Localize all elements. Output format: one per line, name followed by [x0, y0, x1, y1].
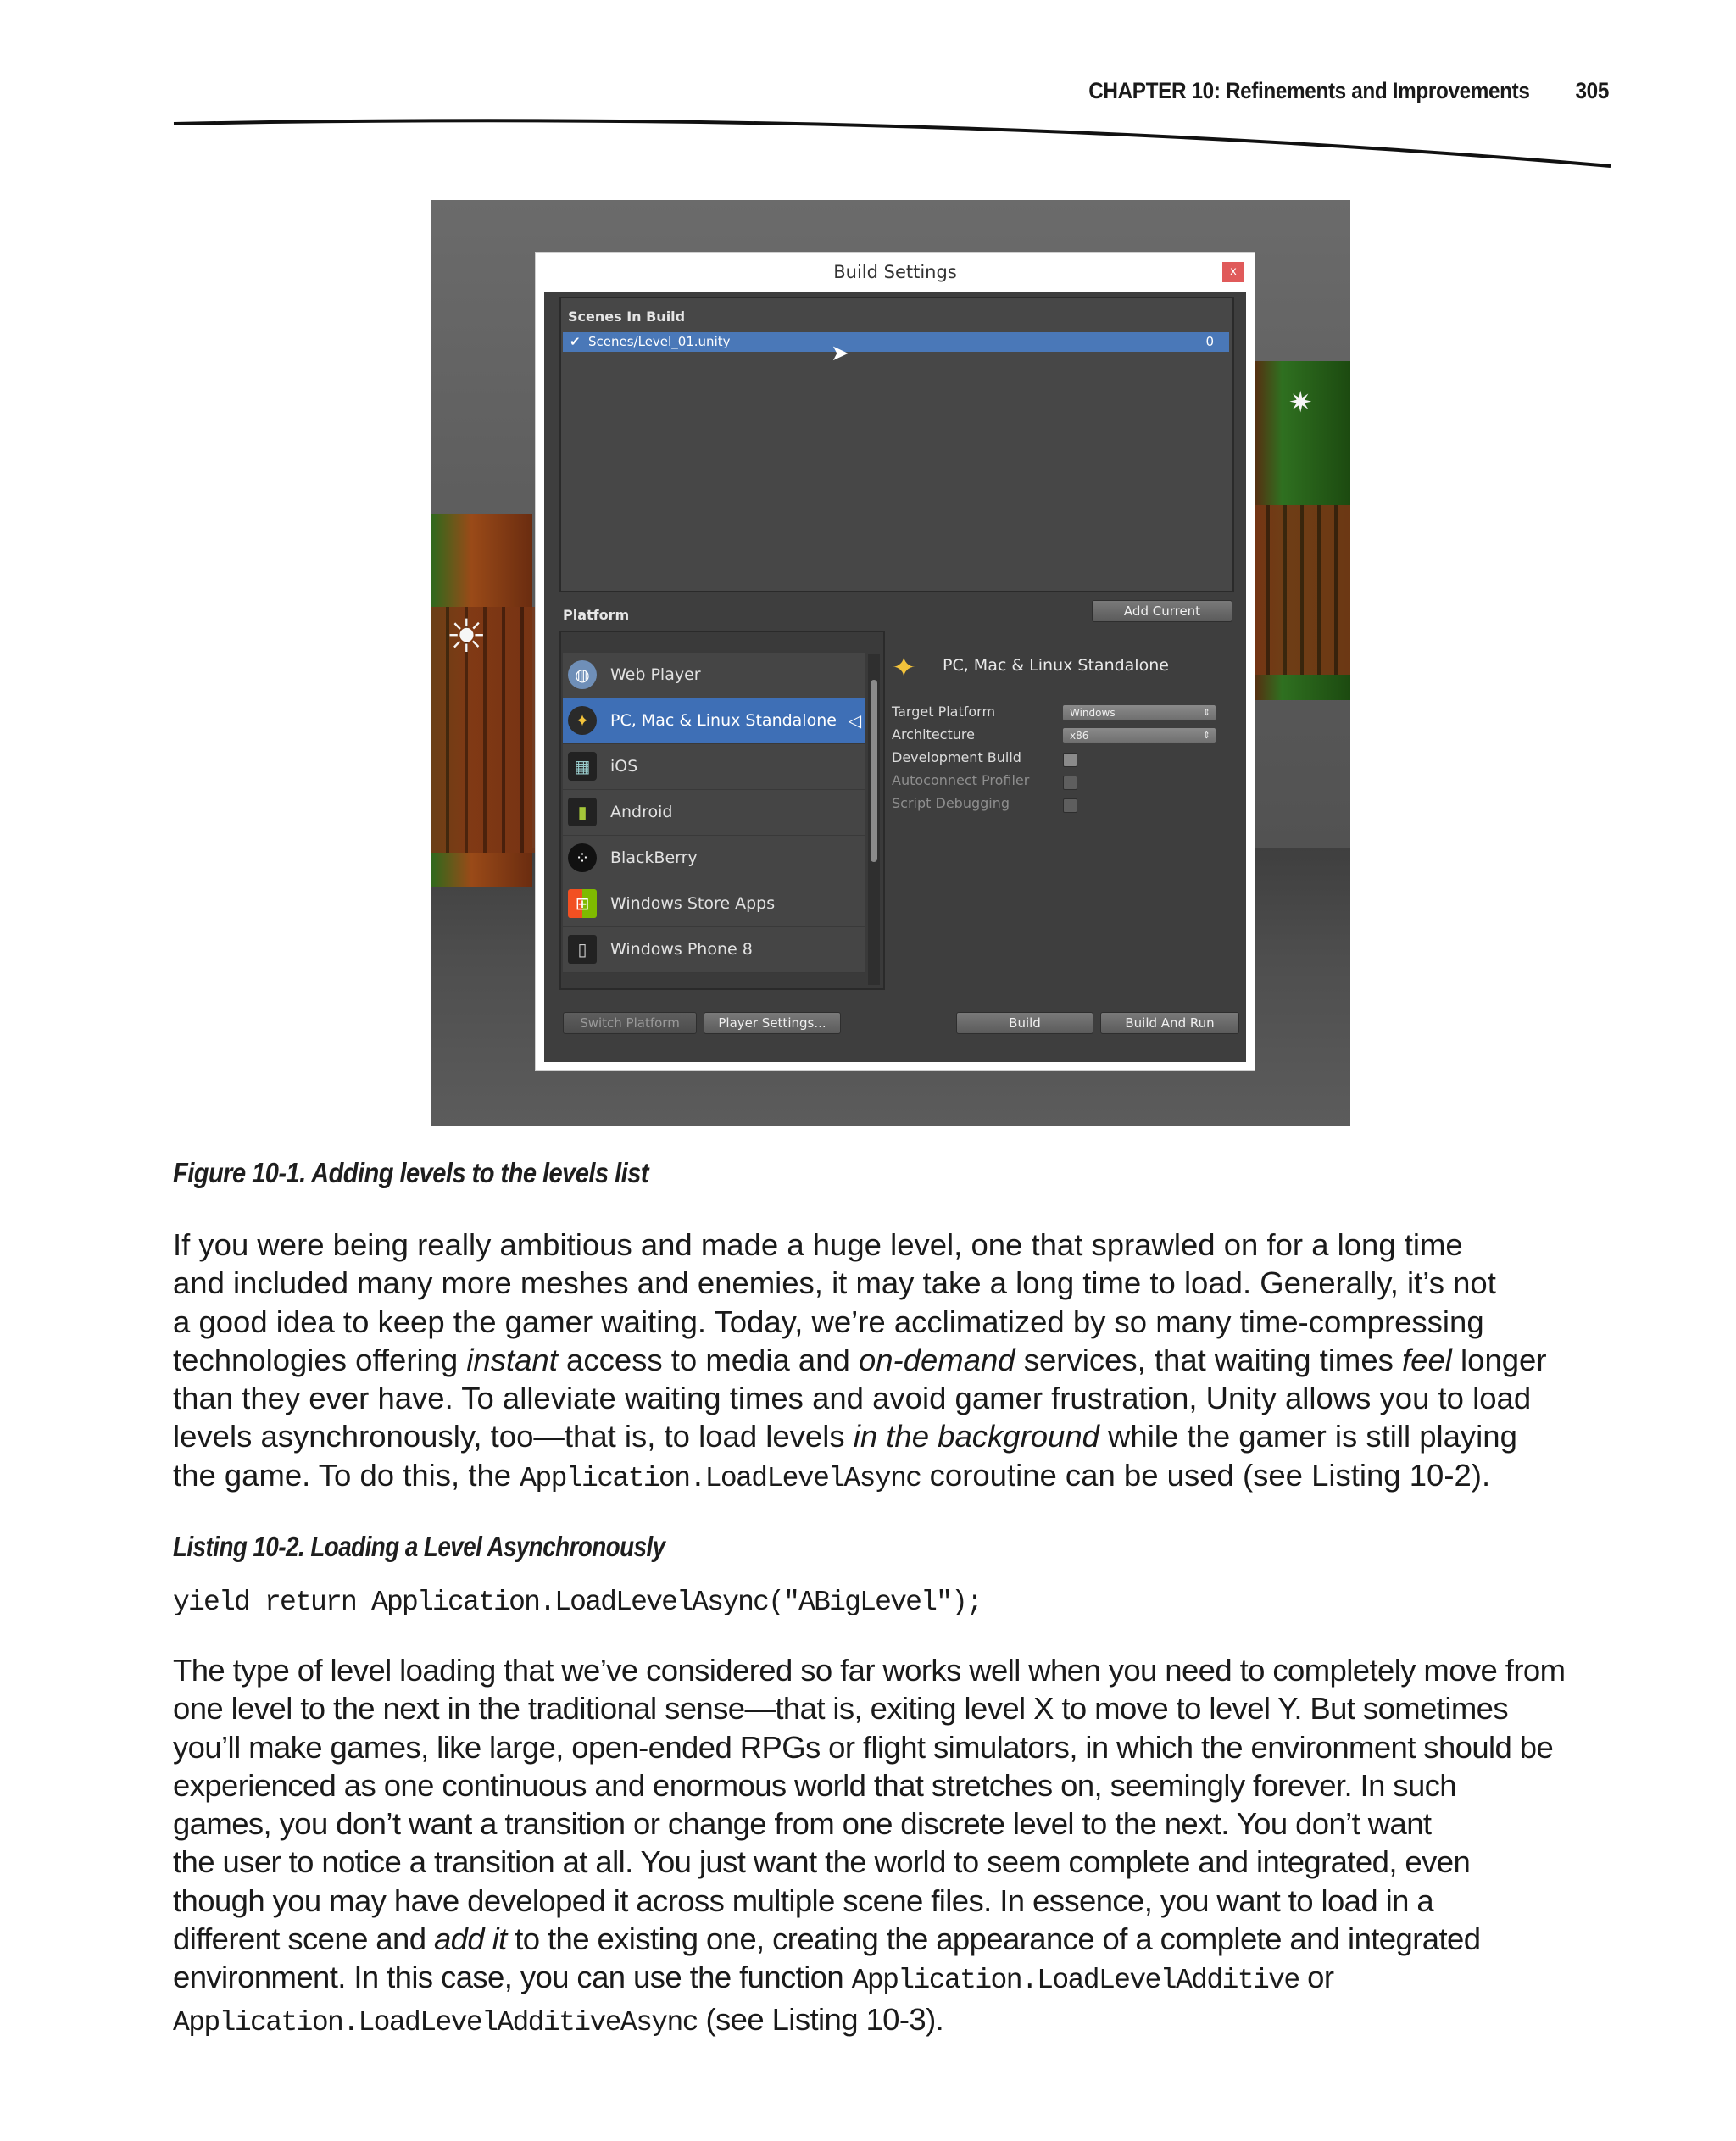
architecture-label: Architecture	[892, 726, 975, 742]
text-line: you’ll make games, like large, open-ended RPGs or flight simulators, in which the environment should be	[173, 1729, 1554, 1765]
selected-platform-title: PC, Mac & Linux Standalone	[943, 656, 1169, 675]
text-line: If you were being really ambitious and made a huge level, one that sprawled on for a long time	[173, 1227, 1463, 1262]
text-line: the user to notice a transition at all. You just want the world to seem complete and integrated, even	[173, 1844, 1471, 1880]
scenes-in-build-panel	[559, 297, 1234, 592]
platform-item-ios[interactable]	[563, 744, 865, 790]
figure-screenshot	[431, 200, 1350, 1126]
text-line	[173, 1417, 1622, 1455]
platform-label: Platform	[563, 607, 630, 623]
text-line: than they ever have. To alleviate waiting times and avoid gamer frustration, Unity allows you to load	[173, 1381, 1532, 1416]
header-rule	[0, 0, 1736, 186]
inline-code: Application.LoadLevelAdditiveAsync	[173, 2006, 698, 2038]
light-icon: ✷	[1288, 386, 1313, 419]
text-span: different scene and	[173, 1921, 434, 1957]
development-build-row	[892, 749, 1231, 771]
platform-item-web-player[interactable]	[563, 653, 865, 698]
text-span: to the existing one, creating the appearance of a complete and integrated	[506, 1921, 1481, 1957]
dropdown-arrow-icon: ⇕	[1202, 730, 1210, 741]
dialog-title: Build Settings	[833, 262, 957, 282]
text-span: longer	[1451, 1342, 1547, 1377]
autoconnect-profiler-checkbox[interactable]	[1063, 776, 1077, 790]
build-button[interactable]: Build	[956, 1012, 1093, 1034]
platform-item-label: Web Player	[610, 665, 701, 684]
build-and-run-button[interactable]: Build And Run	[1100, 1012, 1239, 1034]
mouse-cursor-icon: ➤	[831, 341, 849, 366]
scene-wall-right-fence	[1253, 505, 1350, 675]
close-button[interactable]: x	[1222, 262, 1244, 282]
text-line	[173, 1341, 1622, 1379]
checkbox-checked-icon[interactable]: ✔	[570, 334, 581, 349]
script-debugging-label: Script Debugging	[892, 795, 1010, 811]
windows-icon: ⊞	[568, 889, 597, 918]
emphasis: on-demand	[858, 1342, 1015, 1377]
autoconnect-profiler-label: Autoconnect Profiler	[892, 772, 1030, 788]
emphasis: add it	[433, 1921, 507, 1957]
player-settings-button[interactable]: Player Settings...	[704, 1012, 841, 1034]
platform-settings-panel	[892, 631, 1239, 885]
text-line	[173, 1456, 1622, 1498]
platform-item-label: Windows Store Apps	[610, 894, 776, 913]
platform-item-windows-store[interactable]	[563, 881, 865, 927]
platform-item-windows-phone[interactable]	[563, 927, 865, 973]
platform-item-blackberry[interactable]	[563, 836, 865, 881]
text-line: experienced as one continuous and enormous world that stretches on, seemingly forever. In such	[173, 1767, 1457, 1803]
emphasis: instant	[466, 1342, 558, 1377]
text-line: and included many more meshes and enemies, it may take a long time to load. Generally, it’s not	[173, 1265, 1496, 1301]
platform-item-label: PC, Mac & Linux Standalone	[610, 711, 837, 730]
text-span: or	[1299, 1960, 1334, 1995]
text-span: (see Listing 10-3).	[697, 2001, 944, 2037]
scene-list-item[interactable]	[563, 332, 1229, 352]
ios-device-icon: ▦	[568, 752, 597, 781]
text-span: environment. In this case, you can use the function	[173, 1960, 852, 1995]
text-line: though you may have developed it across multiple scene files. In essence, you want to load in a	[173, 1882, 1434, 1918]
platform-item-android[interactable]	[563, 790, 865, 836]
text-span: technologies offering	[173, 1342, 467, 1377]
platform-scrollbar[interactable]	[868, 654, 880, 985]
platform-item-label: Windows Phone 8	[610, 940, 753, 959]
platform-item-standalone[interactable]	[563, 698, 865, 744]
blackberry-icon: ⁘	[568, 843, 597, 872]
text-span: levels asynchronously, too—that is, to load levels	[173, 1419, 854, 1454]
figure-caption: Figure 10-1. Adding levels to the levels list	[173, 1157, 648, 1188]
unity-logo-icon: ◁	[848, 710, 861, 731]
text-line: games, you don’t want a transition or change from one discrete level to the next. You don’t want	[173, 1806, 1432, 1842]
target-platform-label: Target Platform	[892, 703, 996, 720]
platform-item-label: Android	[610, 803, 673, 821]
platform-item-label: BlackBerry	[610, 848, 698, 867]
text-span: the game. To do this, the	[173, 1457, 520, 1493]
dropdown-value: x86	[1070, 730, 1089, 742]
text-line	[173, 1958, 1622, 1999]
light-icon: ☀	[446, 611, 487, 662]
text-line: a good idea to keep the gamer waiting. Today, we’re acclimatized by so many time-compressing	[173, 1304, 1484, 1339]
text-line	[173, 2000, 1622, 2042]
chapter-title: CHAPTER 10: Refinements and Improvements	[1088, 78, 1530, 103]
inline-code: Application.LoadLevelAdditive	[851, 1965, 1299, 1997]
target-platform-dropdown[interactable]	[1063, 705, 1216, 720]
script-debugging-checkbox[interactable]	[1063, 798, 1077, 813]
scrollbar-thumb[interactable]	[871, 680, 877, 862]
scene-index: 0	[1205, 334, 1214, 349]
standalone-icon: ✦	[892, 651, 916, 685]
script-debugging-row	[892, 795, 1231, 817]
switch-platform-button[interactable]: Switch Platform	[563, 1012, 697, 1034]
text-span: while the gamer is still playing	[1099, 1419, 1517, 1454]
globe-icon: ◍	[568, 660, 597, 689]
development-build-checkbox[interactable]	[1063, 753, 1077, 767]
paragraph-2	[173, 1651, 1622, 2042]
text-line	[173, 1920, 1622, 1958]
dropdown-value: Windows	[1070, 707, 1116, 719]
autoconnect-profiler-row	[892, 772, 1231, 794]
emphasis: in the background	[853, 1419, 1099, 1454]
android-icon: ▮	[568, 798, 597, 826]
text-line: one level to the next in the traditional sense—that is, exiting level X to move to level Y. But sometimes	[173, 1691, 1508, 1727]
platform-item-label: iOS	[610, 757, 638, 776]
phone-icon: ▯	[568, 935, 597, 964]
paragraph-1	[173, 1226, 1622, 1498]
scene-name: Scenes/Level_01.unity	[588, 334, 731, 349]
platform-list	[559, 631, 885, 990]
dropdown-arrow-icon: ⇕	[1202, 707, 1210, 718]
page-number: 305	[1575, 78, 1609, 103]
inline-code: Application.LoadLevelAsync	[520, 1462, 921, 1494]
add-current-button[interactable]: Add Current	[1092, 600, 1232, 622]
text-span: coroutine can be used (see Listing 10-2).	[921, 1457, 1491, 1493]
target-platform-row	[892, 703, 1231, 726]
scenes-in-build-label: Scenes In Build	[568, 309, 686, 325]
development-build-label: Development Build	[892, 749, 1021, 765]
standalone-icon: ✦	[568, 706, 597, 735]
emphasis: feel	[1402, 1342, 1452, 1377]
listing-caption: Listing 10-2. Loading a Level Asynchronously	[173, 1531, 665, 1562]
text-span: services, that waiting times	[1015, 1342, 1403, 1377]
text-line: The type of level loading that we’ve considered so far works well when you need to completely move from	[173, 1653, 1566, 1688]
dialog-body	[544, 292, 1246, 1062]
architecture-dropdown[interactable]	[1063, 728, 1216, 743]
code-listing: yield return Application.LoadLevelAsync("ABigLevel");	[173, 1587, 982, 1618]
architecture-row	[892, 726, 1231, 748]
build-settings-dialog	[536, 253, 1255, 1070]
text-span: access to media and	[557, 1342, 859, 1377]
